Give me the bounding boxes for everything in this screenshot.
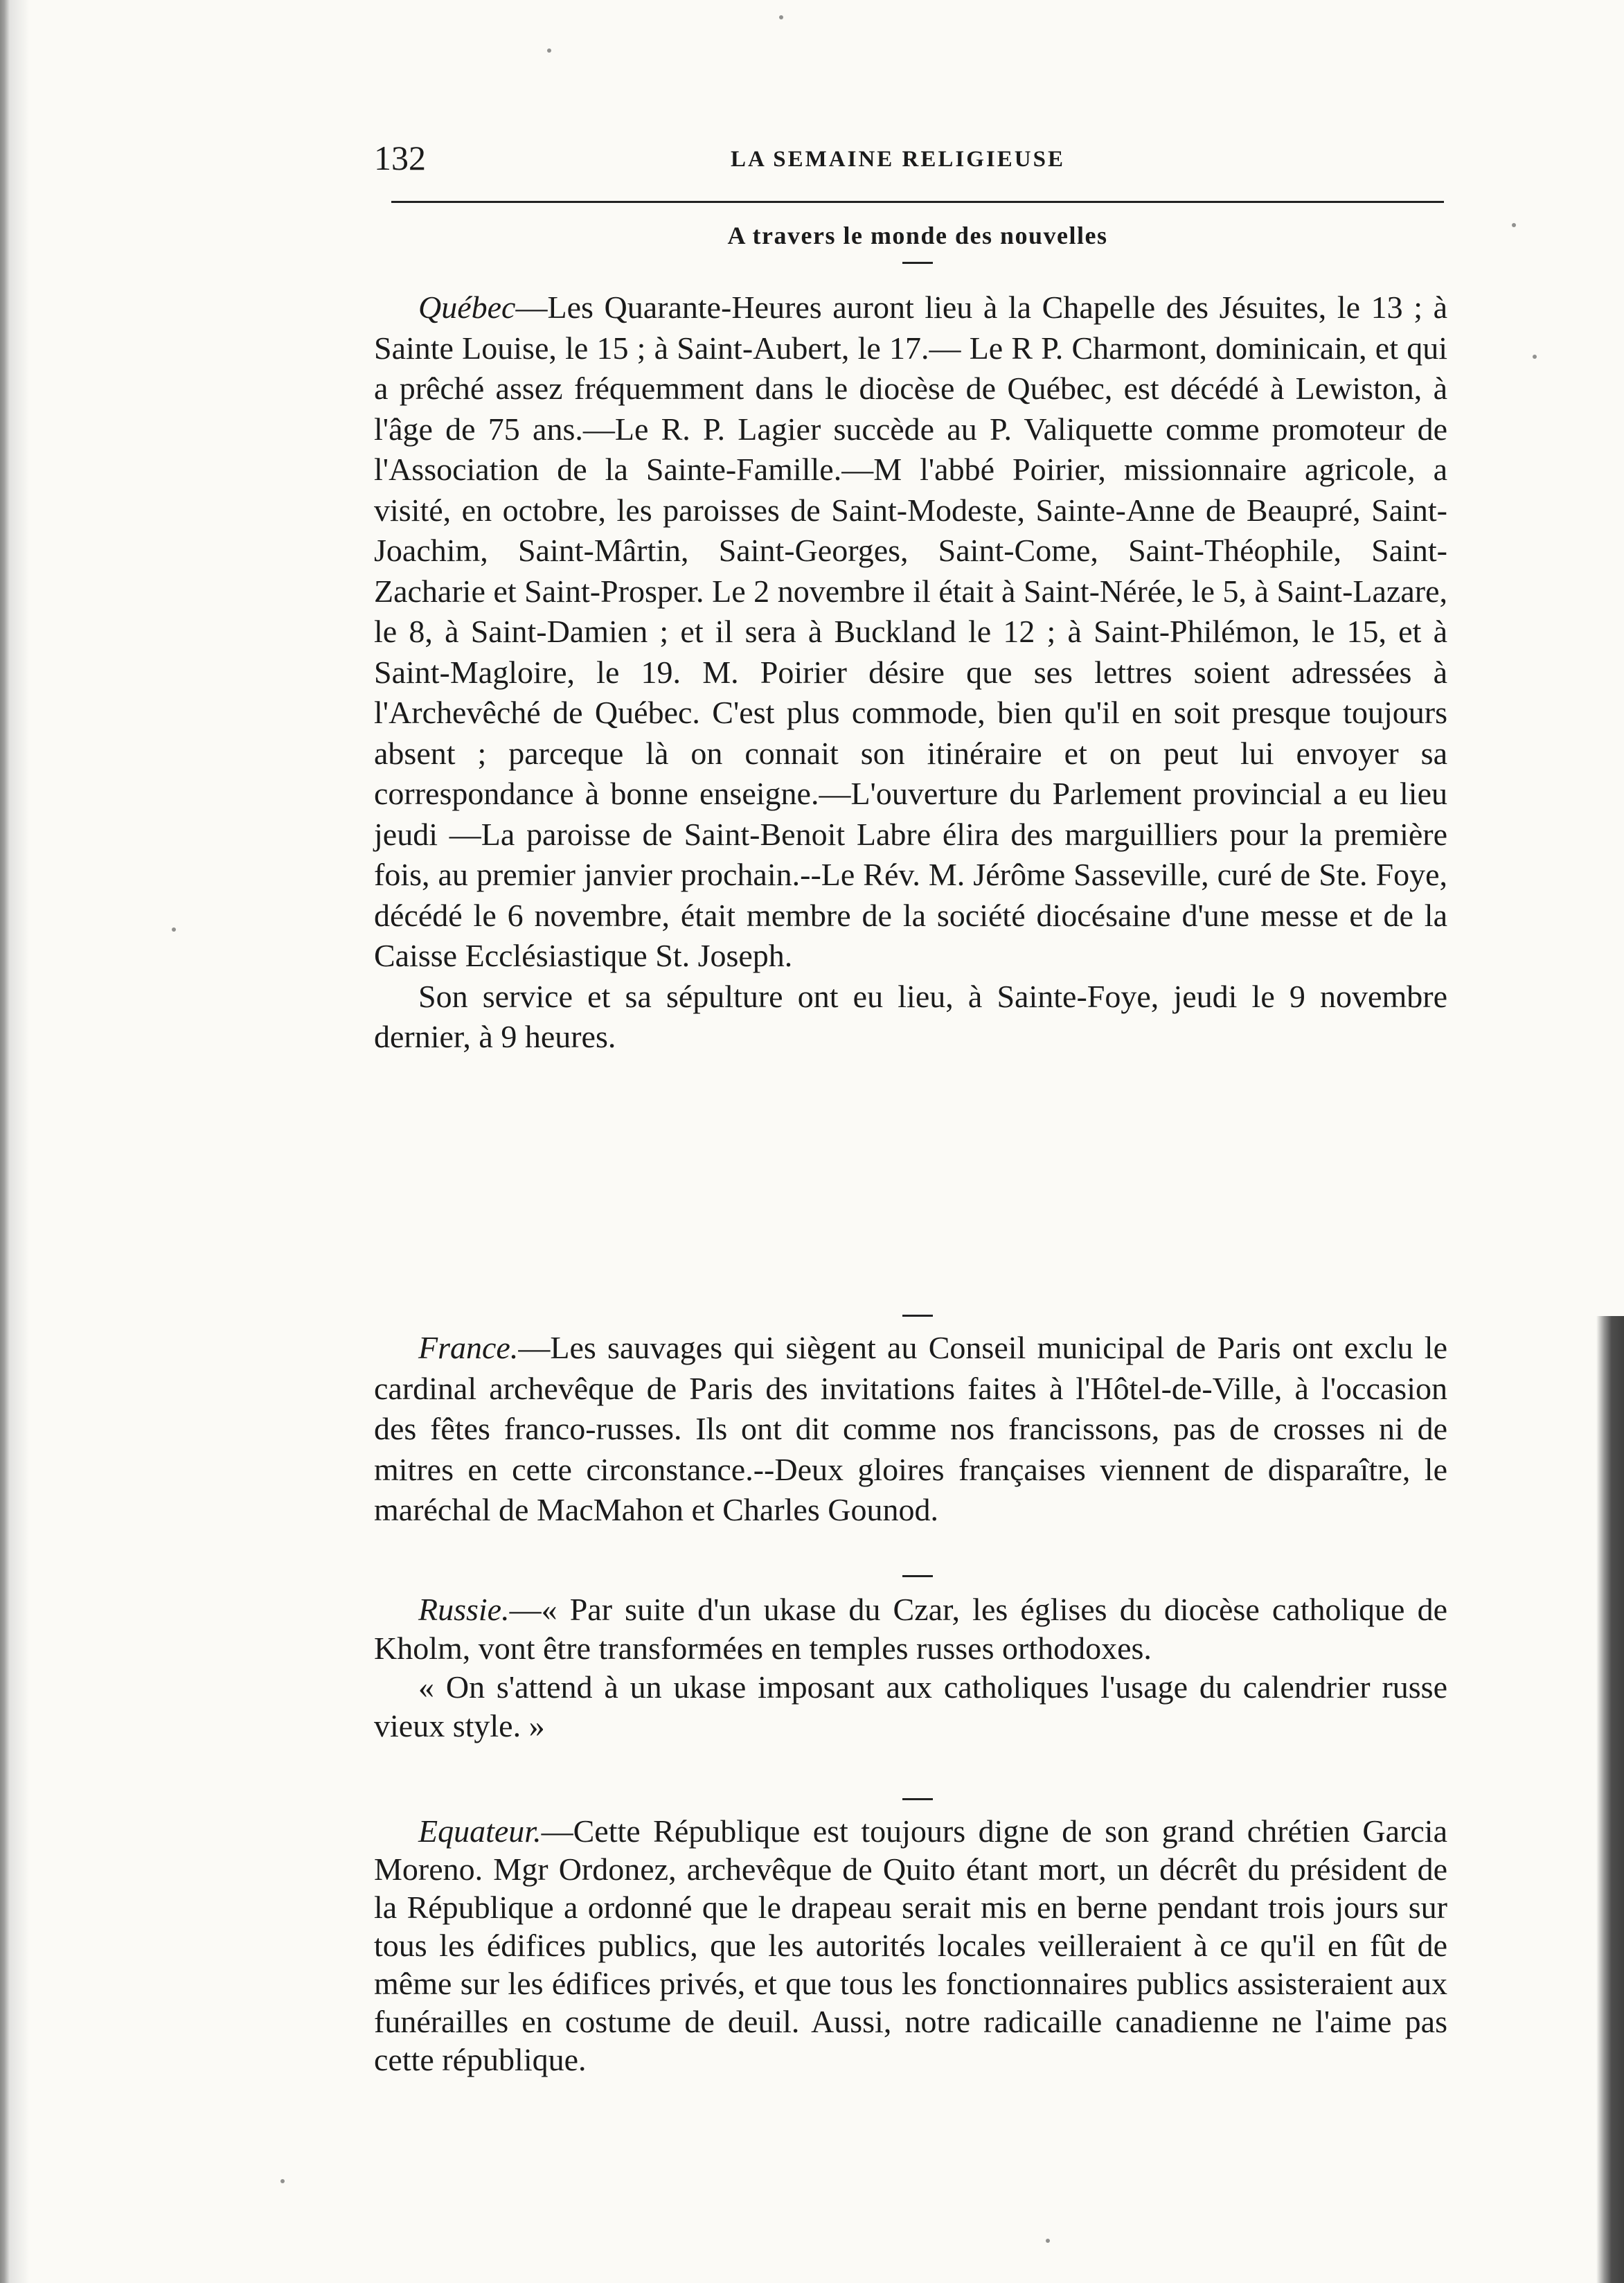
separator-dash: [902, 1575, 933, 1577]
news-paragraph: [374, 1668, 1447, 1745]
news-text: « On s'attend à un ukase imposant aux catholiques l'usage du calendrier russe vieux style. »: [374, 1669, 1447, 1743]
place-name: Québec: [418, 290, 516, 325]
binding-shadow-right: [1596, 1316, 1624, 2283]
scan-speck: [1046, 2239, 1050, 2243]
place-name: France.: [418, 1330, 519, 1365]
separator-dash: [902, 1798, 933, 1800]
scan-speck: [172, 927, 176, 932]
separator-dash: [902, 1315, 933, 1317]
scan-speck: [1533, 355, 1537, 359]
news-text: —« Par suite d'un ukase du Czar, les églises du diocèse catholique de Kholm, vont être transformées en temples russes orthodoxes.: [374, 1592, 1447, 1666]
scan-speck: [1512, 223, 1516, 227]
page-header: [374, 137, 1444, 186]
news-item-france: [374, 1328, 1447, 1531]
news-paragraph: [374, 1812, 1447, 2079]
news-item-equateur: [374, 1812, 1447, 2079]
news-paragraph: [374, 1328, 1447, 1531]
running-title: LA SEMAINE RELIGIEUSE: [731, 147, 1065, 172]
news-paragraph: [374, 287, 1447, 977]
place-name: Equateur.: [418, 1813, 542, 1849]
place-name: Russie.: [418, 1592, 510, 1627]
news-text: —Cette République est toujours digne de son grand chrétien Garcia Moreno. Mgr Ordonez, archevêque de Quito étant mort, un décrêt du président de la République a ordonné que le drapeau serait mis en berne pendant trois jours sur tous les édifices publics, que les autorités locales veilleraient à ce qu'il en fût de même sur les édifices privés, et que tous les fonctionnaires publics assisteraient aux funérailles en costume de deuil. Aussi, notre radicaille canadienne ne l'aime pas cette république.: [374, 1813, 1447, 2077]
news-text: —Les Quarante-Heures auront lieu à la Chapelle des Jésuites, le 13 ; à Sainte Louise, le 15 ; à Saint-Aubert, le 17.— Le R P. Charmont, dominicain, et qui a prêché assez fréquemment dans le diocèse de Québec, est décédé à Lewiston, à l'âge de 75 ans.—Le R. P. Lagier succède au P. Valiquette comme promoteur de l'Association de la Sainte-Famille.—M l'abbé Poirier, missionnaire agricole, a visité, en octobre, les paroisses de Saint-Modeste, Sainte-Anne de Beaupré, Saint-Joachim, Saint-Mârtin, Saint-Georges, Saint-Come, Saint-Théophile, Saint-Zacharie et Saint-Prosper. Le 2 novembre il était à Saint-Nérée, le 5, à Saint-Lazare, le 8, à Saint-Damien ; et il sera à Buckland le 12 ; à Saint-Philémon, le 15, et à Saint-Magloire, le 19. M. Poirier désire que ses lettres soient adressées à l'Archevêché de Québec. C'est plus commode, bien qu'il en soit presque toujours absent ; parceque là on connait son itinéraire et on peut lui envoyer sa correspondance à bonne enseigne.—L'ouverture du Parlement provincial a eu lieu jeudi —La paroisse de Saint-Benoit Labre élira des marguilliers pour la première fois, au premier janvier prochain.--Le Rév. M. Jérôme Sasseville, curé de Ste. Foye, décédé le 6 novembre, était membre de la société diocésaine d'une messe et de la Caisse Ecclésiastique St. Joseph.: [374, 290, 1447, 973]
scan-speck: [779, 15, 783, 19]
header-rule: [391, 201, 1444, 203]
news-item-quebec: [374, 287, 1447, 1058]
page-number: 132: [374, 139, 426, 177]
news-text: —Les sauvages qui siègent au Conseil municipal de Paris ont exclu le cardinal archevêque de Paris des invitations faites à l'Hôtel-de-Ville, à l'occasion des fêtes franco-russes. Ils ont dit comme nos francissons, pas de crosses ni de mitres en cette circonstance.--Deux gloires françaises viennent de disparaître, le maréchal de MacMahon et Charles Gounod.: [374, 1330, 1447, 1527]
binding-shadow-left: [0, 0, 29, 2283]
news-text: Son service et sa sépulture ont eu lieu, à Sainte-Foye, jeudi le 9 novembre dernier, à 9 heures.: [374, 978, 1447, 1054]
separator-dash: [902, 262, 933, 264]
scan-speck: [547, 48, 551, 53]
section-title: A travers le monde des nouvelles: [727, 222, 1108, 249]
news-paragraph: [374, 1590, 1447, 1668]
news-paragraph: [374, 977, 1447, 1058]
news-item-russie: [374, 1590, 1447, 1745]
scan-speck: [280, 2179, 285, 2183]
